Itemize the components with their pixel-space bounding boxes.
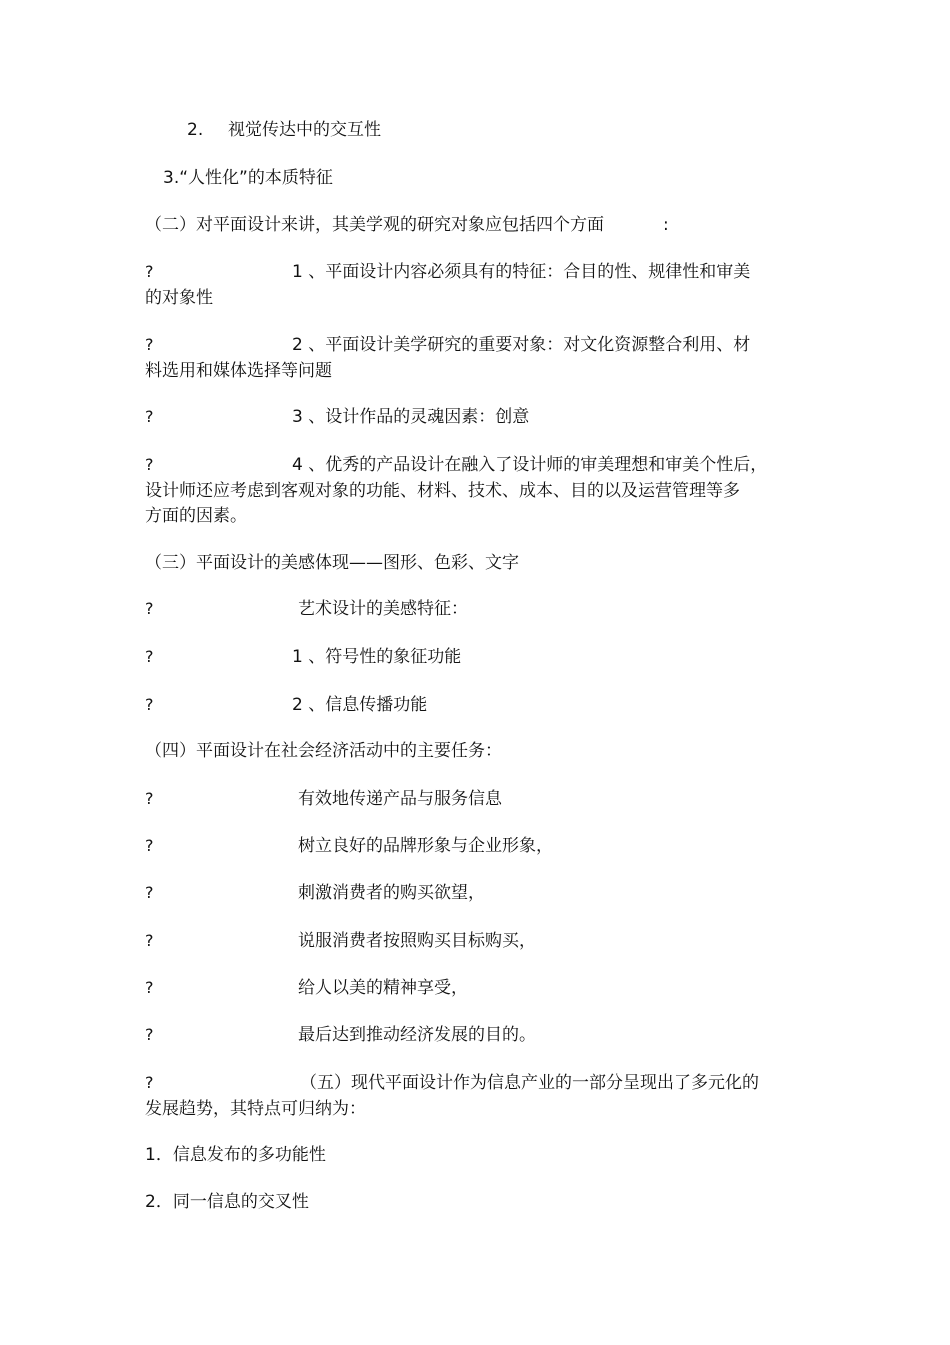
list-item-text: 3 、设计作品的灵魂因素：创意 xyxy=(292,407,530,427)
section-heading: （四）平面设计在社会经济活动中的主要任务： xyxy=(145,741,502,761)
bullet-symbol: ? xyxy=(145,599,154,618)
section-heading: （二）对平面设计来讲，其美学观的研究对象应包括四个方面 xyxy=(145,215,604,235)
bullet-symbol: ? xyxy=(145,1073,154,1092)
bullet-symbol: ? xyxy=(145,335,154,354)
list-item-continuation: 的对象性 xyxy=(145,288,213,308)
list-item-text: 4 、优秀的产品设计在融入了设计师的审美理想和审美个性后， xyxy=(292,455,768,475)
list-item-text: 2 、信息传播功能 xyxy=(292,695,428,715)
section-heading-continuation: 发展趋势，其特点可归纳为： xyxy=(145,1099,366,1119)
list-item-text: 2．同一信息的交叉性 xyxy=(145,1192,309,1212)
list-item-text: 有效地传递产品与服务信息 xyxy=(298,789,502,809)
list-number: 2. xyxy=(187,120,204,140)
section-heading: （三）平面设计的美感体现——图形、色彩、文字 xyxy=(145,553,519,573)
list-item-text: 1 、平面设计内容必须具有的特征：合目的性、规律性和审美 xyxy=(292,262,751,282)
list-text: 视觉传达中的交互性 xyxy=(228,120,381,140)
list-item-text: 给人以美的精神享受， xyxy=(298,978,468,998)
list-item-text: 树立良好的品牌形象与企业形象， xyxy=(298,836,553,856)
bullet-symbol: ? xyxy=(145,262,154,281)
heading-colon: : xyxy=(663,215,669,235)
list-item-continuation: 方面的因素。 xyxy=(145,506,247,526)
list-item-text: 2 、平面设计美学研究的重要对象：对文化资源整合利用、材 xyxy=(292,335,751,355)
section-heading: （五）现代平面设计作为信息产业的一部分呈现出了多元化的 xyxy=(300,1073,759,1093)
bullet-symbol: ? xyxy=(145,647,154,666)
list-item-text: 艺术设计的美感特征： xyxy=(298,599,468,619)
list-text: 3.“人性化”的本质特征 xyxy=(163,168,333,188)
bullet-symbol: ? xyxy=(145,931,154,950)
list-item-text: 刺激消费者的购买欲望， xyxy=(298,883,485,903)
bullet-symbol: ? xyxy=(145,836,154,855)
bullet-symbol: ? xyxy=(145,978,154,997)
bullet-symbol: ? xyxy=(145,789,154,808)
list-item-continuation: 料选用和媒体选择等问题 xyxy=(145,361,332,381)
bullet-symbol: ? xyxy=(145,1025,154,1044)
bullet-symbol: ? xyxy=(145,695,154,714)
list-item-continuation: 设计师还应考虑到客观对象的功能、材料、技术、成本、目的以及运营管理等多 xyxy=(145,481,740,501)
bullet-symbol: ? xyxy=(145,883,154,902)
list-item-text: 最后达到推动经济发展的目的。 xyxy=(298,1025,536,1045)
list-item-text: 1 、符号性的象征功能 xyxy=(292,647,462,667)
list-item-text: 1．信息发布的多功能性 xyxy=(145,1145,326,1165)
bullet-symbol: ? xyxy=(145,407,154,426)
list-item-text: 说服消费者按照购买目标购买， xyxy=(298,931,536,951)
bullet-symbol: ? xyxy=(145,455,154,474)
